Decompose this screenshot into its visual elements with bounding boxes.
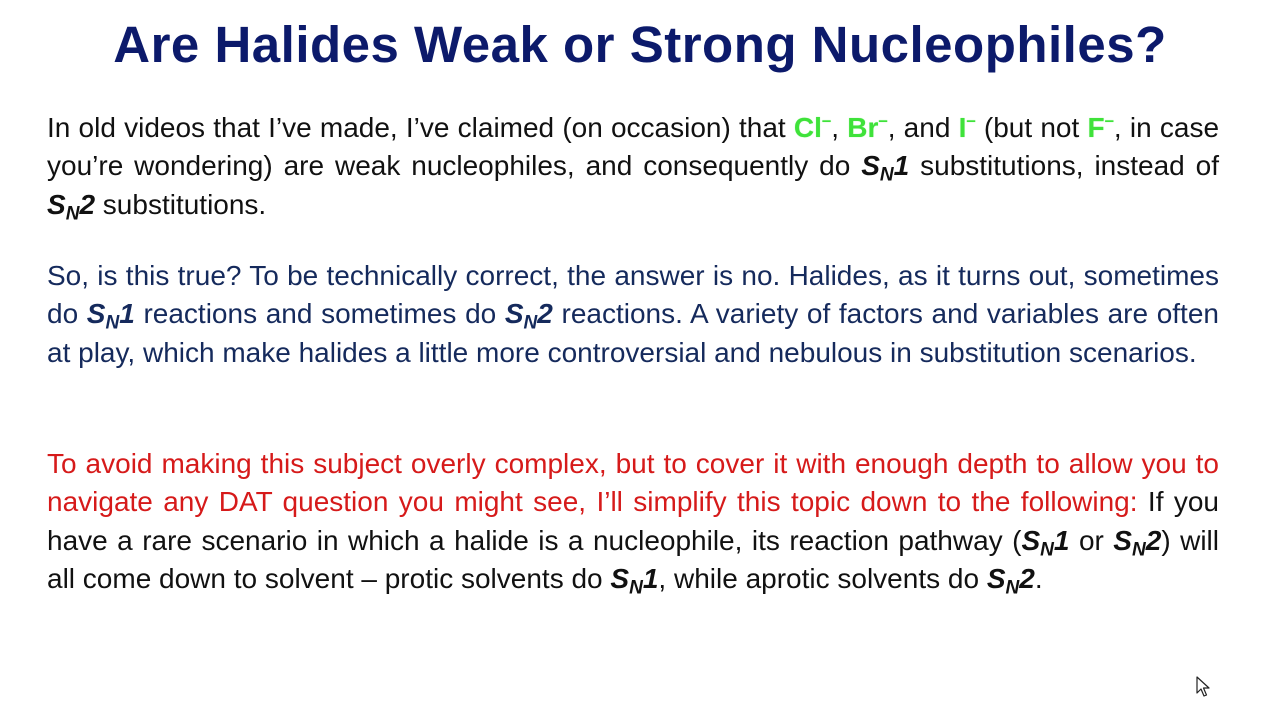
sn2-term: $S_N2$: [47, 188, 96, 225]
text: , in case you’re wondering) are weak nucleophiles, and consequently do: [47, 112, 1220, 182]
paragraph-simplification: [47, 445, 1219, 599]
text: reactions. A variety of factors and variables are often at play, which make halides a little more controversial and nebulous in substitution scenarios.: [47, 298, 1219, 368]
iodide-ion: I–: [958, 110, 976, 143]
chloride-ion: Cl–: [793, 110, 832, 143]
sn1-term: $S_N1$: [86, 298, 135, 335]
sn2-term: $S_N2$: [504, 298, 553, 335]
text: or: [1069, 524, 1114, 556]
text: So, is this true? To be technically correct, the answer is no. Halides, as it turns out, sometimes do: [47, 260, 1219, 330]
text: , and: [887, 112, 959, 143]
text: substitutions.: [95, 188, 267, 220]
sn2-term: $S_N2$: [1113, 524, 1162, 561]
text: ,: [831, 112, 848, 143]
sn1-term: $S_N1$: [861, 150, 910, 187]
sn1-term: $S_N1$: [1021, 524, 1070, 561]
fluoride-ion: F–: [1087, 110, 1114, 143]
bromide-ion: Br–: [847, 110, 888, 143]
sn2-term: $S_N2$: [986, 563, 1035, 599]
text: ) will all come down to solvent – protic solvents do: [47, 524, 1219, 595]
highlight-text: To avoid making this subject overly complex, but to cover it with enough depth to allow you to navigate any DAT question you might see, I’ll simplify this topic down to the following:: [47, 448, 1219, 518]
text: substitutions, instead of: [909, 150, 1220, 182]
paragraph-intro: [47, 109, 1219, 224]
text: In old videos that I’ve made, I’ve claimed (on occasion) that: [47, 112, 794, 143]
sn1-term: $S_N1$: [610, 563, 659, 599]
text: .: [1034, 563, 1043, 595]
text: reactions and sometimes do: [134, 298, 505, 330]
text: If you have a rare scenario in which a halide is a nucleophile, its reaction pathway (: [47, 486, 1220, 556]
text: (but not: [975, 112, 1088, 143]
mouse-pointer-icon: [1196, 676, 1210, 698]
slide-title: Are Halides Weak or Strong Nucleophiles?: [113, 16, 1167, 73]
paragraph-answer: [47, 257, 1219, 372]
text: , while aprotic solvents do: [658, 563, 987, 595]
